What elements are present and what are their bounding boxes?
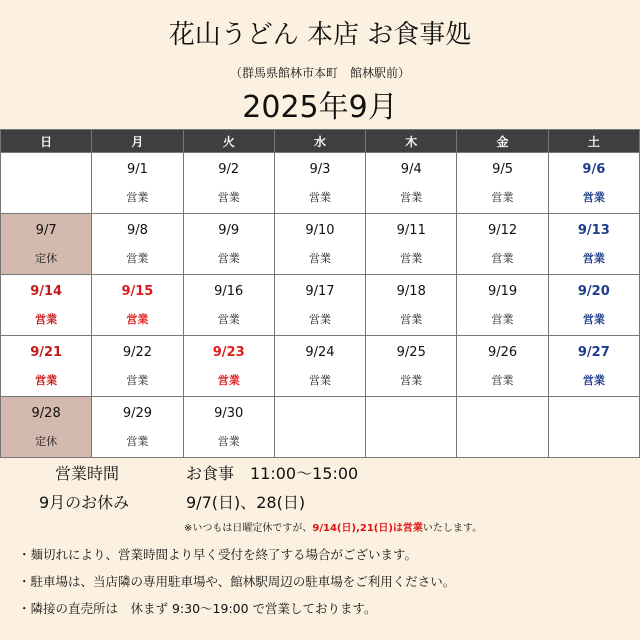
day-date: 9/11 xyxy=(396,223,426,238)
open-status: 営業 xyxy=(491,252,514,265)
note-suffix: いたします。 xyxy=(422,523,483,534)
day-date: 9/16 xyxy=(214,284,244,299)
day-date: 9/1 xyxy=(126,162,148,177)
calendar-day-cell xyxy=(366,153,457,214)
day-date: 9/28 xyxy=(31,406,61,421)
open-status: 営業 xyxy=(308,252,331,265)
calendar-day-cell xyxy=(92,214,183,275)
calendar-week-row xyxy=(1,275,640,336)
hours-value: お食事 11:00～15:00 xyxy=(186,464,359,483)
calendar-day-cell xyxy=(274,153,365,214)
day-date: 9/27 xyxy=(577,345,610,360)
calendar-day-cell xyxy=(457,153,548,214)
open-status: 営業 xyxy=(126,313,149,326)
open-status: 営業 xyxy=(35,313,58,326)
calendar-day-cell xyxy=(92,275,183,336)
calendar-day-cell xyxy=(1,214,92,275)
calendar-day-cell xyxy=(366,336,457,397)
day-date: 9/19 xyxy=(487,284,518,299)
weekday-header: 水 xyxy=(274,130,365,153)
day-date: 9/8 xyxy=(126,223,148,238)
open-status: 営業 xyxy=(217,191,240,204)
open-status: 営業 xyxy=(582,313,605,326)
day-date: 9/10 xyxy=(305,223,335,238)
open-status: 営業 xyxy=(582,374,605,387)
day-date: 9/29 xyxy=(122,406,153,421)
note-highlight: 9/14(日),21(日)は営業 xyxy=(312,523,423,534)
day-date: 9/30 xyxy=(214,406,244,421)
location-subtitle: （群馬県館林市本町 館林駅前） xyxy=(229,66,410,80)
calendar-day-cell xyxy=(457,214,548,275)
calendar-body xyxy=(1,153,640,458)
open-status: 営業 xyxy=(308,313,331,326)
day-date: 9/20 xyxy=(577,284,610,299)
calendar-day-cell xyxy=(92,336,183,397)
calendar-day-cell xyxy=(366,214,457,275)
sunday-note xyxy=(184,519,482,534)
calendar-day-cell xyxy=(92,153,183,214)
calendar-empty-cell xyxy=(548,397,639,458)
day-date: 9/17 xyxy=(305,284,335,299)
calendar-empty-cell xyxy=(457,397,548,458)
calendar-day-cell xyxy=(366,275,457,336)
open-status: 営業 xyxy=(126,435,149,448)
open-status: 営業 xyxy=(126,191,149,204)
day-date: 9/3 xyxy=(309,162,331,177)
note-prefix: ※いつもは日曜定休ですが、 xyxy=(184,523,313,534)
day-date: 9/26 xyxy=(487,345,518,360)
open-status: 営業 xyxy=(217,313,240,326)
day-date: 9/9 xyxy=(218,223,240,238)
open-status: 営業 xyxy=(400,191,423,204)
day-date: 9/24 xyxy=(305,345,335,360)
calendar-week-row xyxy=(1,214,640,275)
open-status: 営業 xyxy=(400,313,423,326)
open-status: 営業 xyxy=(400,374,423,387)
open-status: 営業 xyxy=(491,313,514,326)
weekday-header: 土 xyxy=(548,130,639,153)
page-title: 花山うどん 本店 お食事処 xyxy=(168,20,472,50)
calendar-empty-cell xyxy=(1,153,92,214)
holidays-label: 9月のお休み xyxy=(39,493,130,512)
month-title: 2025年9月 xyxy=(242,90,398,125)
calendar-day-cell xyxy=(183,397,274,458)
weekday-header-row xyxy=(1,130,640,153)
calendar-day-cell xyxy=(1,336,92,397)
day-date: 9/7 xyxy=(35,223,57,238)
weekday-header: 月 xyxy=(92,130,183,153)
open-status: 営業 xyxy=(217,435,240,448)
open-status: 営業 xyxy=(126,252,149,265)
notice-item: ・麺切れにより、営業時間より早く受付を終了する場合がございます。 xyxy=(18,547,418,562)
calendar-day-cell xyxy=(274,275,365,336)
calendar-day-cell xyxy=(457,275,548,336)
calendar-week-row xyxy=(1,336,640,397)
holidays-value: 9/7(日)、28(日) xyxy=(186,493,306,512)
calendar-day-cell xyxy=(548,214,639,275)
open-status: 営業 xyxy=(217,374,240,387)
day-date: 9/23 xyxy=(212,345,245,360)
weekday-header: 金 xyxy=(457,130,548,153)
calendar-table xyxy=(0,129,640,458)
calendar-week-row xyxy=(1,397,640,458)
calendar-day-cell xyxy=(548,153,639,214)
day-date: 9/12 xyxy=(487,223,518,238)
open-status: 営業 xyxy=(308,191,331,204)
day-date: 9/15 xyxy=(121,284,154,299)
calendar-day-cell xyxy=(457,336,548,397)
calendar-day-cell xyxy=(1,397,92,458)
open-status: 営業 xyxy=(217,252,240,265)
calendar-day-cell xyxy=(183,153,274,214)
open-status: 営業 xyxy=(35,374,58,387)
weekday-header: 火 xyxy=(183,130,274,153)
calendar-day-cell xyxy=(183,336,274,397)
day-date: 9/22 xyxy=(122,345,153,360)
closed-status: 定休 xyxy=(35,252,58,265)
closed-status: 定休 xyxy=(35,435,58,448)
open-status: 営業 xyxy=(308,374,331,387)
day-date: 9/21 xyxy=(30,345,63,360)
weekday-header: 日 xyxy=(1,130,92,153)
day-date: 9/5 xyxy=(492,162,513,177)
calendar-day-cell xyxy=(92,397,183,458)
calendar-day-cell xyxy=(548,336,639,397)
day-date: 9/18 xyxy=(396,284,426,299)
open-status: 営業 xyxy=(582,252,605,265)
calendar-empty-cell xyxy=(274,397,365,458)
calendar-day-cell xyxy=(183,275,274,336)
calendar-day-cell xyxy=(1,275,92,336)
day-date: 9/2 xyxy=(218,162,240,177)
day-date: 9/6 xyxy=(582,162,606,177)
open-status: 営業 xyxy=(400,252,423,265)
day-date: 9/14 xyxy=(30,284,63,299)
open-status: 営業 xyxy=(582,191,605,204)
day-date: 9/25 xyxy=(396,345,426,360)
calendar-day-cell xyxy=(548,275,639,336)
notice-item: ・駐車場は、当店隣の専用駐車場や、館林駅周辺の駐車場をご利用ください。 xyxy=(18,574,456,589)
calendar-day-cell xyxy=(274,336,365,397)
day-date: 9/13 xyxy=(577,223,610,238)
calendar-day-cell xyxy=(274,214,365,275)
weekday-header: 木 xyxy=(366,130,457,153)
calendar-empty-cell xyxy=(366,397,457,458)
open-status: 営業 xyxy=(491,191,514,204)
open-status: 営業 xyxy=(491,374,514,387)
hours-label: 営業時間 xyxy=(55,464,120,483)
open-status: 営業 xyxy=(126,374,149,387)
calendar-week-row xyxy=(1,153,640,214)
notice-item: ・隣接の直売所は 休まず 9:30～19:00 で営業しております。 xyxy=(18,601,377,616)
calendar-day-cell xyxy=(183,214,274,275)
day-date: 9/4 xyxy=(400,162,422,177)
